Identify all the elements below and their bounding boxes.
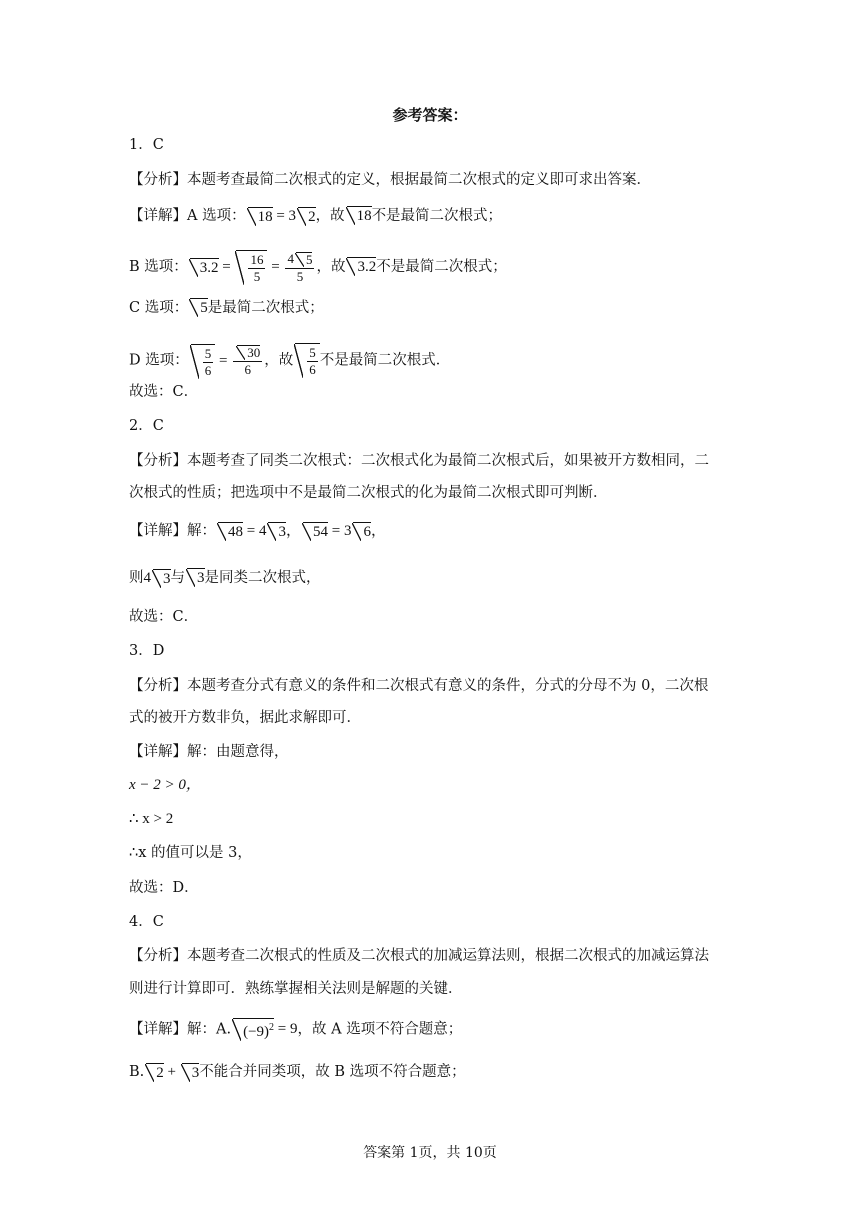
q1-b-mid: ，故 bbox=[316, 258, 346, 275]
q1-b-radical: 3.2 bbox=[345, 257, 376, 277]
q4-analysis-line2: 则进行计算即可．熟练掌握相关法则是解题的关键． bbox=[129, 981, 463, 997]
q4-analysis-line1: 【分析】本题考查二次根式的性质及二次根式的加减运算法则，根据二次根式的加减运算法 bbox=[129, 948, 709, 964]
q4-number: 4．C bbox=[129, 914, 164, 930]
q1-d-radical: $\frac{5}{6}$ bbox=[293, 343, 320, 378]
q1-d-mid: ，故 bbox=[264, 352, 294, 369]
page-title: 参考答案： bbox=[392, 106, 468, 124]
q4-a-end: ，故 A 选项不符合题意； bbox=[297, 1021, 463, 1038]
q3-step3: ∴x 的值可以是 3， bbox=[129, 845, 252, 861]
q1-detail-a bbox=[129, 206, 502, 227]
q1-analysis: 【分析】本题考查最简二次根式的定义，根据最简二次根式的定义即可求出答案． bbox=[129, 172, 651, 188]
q1-c-end: 是最简二次根式； bbox=[207, 300, 324, 316]
q1-detail-c bbox=[129, 298, 324, 318]
q4-detail-a bbox=[129, 1018, 462, 1042]
q4-a-formula: $(-9)^2 = 9$ bbox=[231, 1021, 297, 1037]
q1-b-end: 不是最简二次根式； bbox=[376, 258, 507, 275]
q3-step1: x − 2 > 0， bbox=[129, 777, 201, 793]
q1-b-formula: 3.2 = $\frac{16}{5}$ = $\frac{4 5}{5}$ bbox=[188, 259, 317, 275]
q3-detail: 【详解】解：由题意得， bbox=[129, 744, 289, 760]
q2-term-a: 4 3 bbox=[143, 570, 171, 587]
q2-detail-prefix: 【详解】解： bbox=[129, 523, 216, 539]
q2-analysis-line1: 【分析】本题考查了同类二次根式：二次根式化为最简二次根式后，如果被开方数相同，二 bbox=[129, 453, 709, 469]
q1-detail-b bbox=[129, 250, 507, 285]
page-footer: 答案第 1页，共 10页 bbox=[363, 1145, 497, 1161]
q1-a-suffix: ，故 bbox=[315, 208, 345, 224]
q2-line2-end: 是同类二次根式， bbox=[204, 570, 321, 586]
q4-b-prefix: B. bbox=[129, 1064, 145, 1080]
q3-step2: ∴ x > 2 bbox=[129, 811, 174, 827]
q1-d-end: 不是最简二次根式． bbox=[319, 352, 451, 369]
q2-answer: 故选：C． bbox=[129, 609, 199, 625]
q1-c-prefix: C 选项： bbox=[129, 300, 189, 316]
q2-formula: 48 = 4 3， 54 = 3 6， bbox=[216, 523, 386, 539]
q1-detail-a-prefix: 【详解】A 选项： bbox=[129, 208, 246, 224]
q3-number: 3．D bbox=[129, 643, 165, 659]
q2-term-b: 3 bbox=[185, 568, 205, 588]
q3-answer: 故选：D． bbox=[129, 880, 199, 896]
q4-detail-prefix: 【详解】解：A. bbox=[129, 1021, 232, 1038]
q1-answer: 故选：C． bbox=[129, 384, 199, 400]
q4-b-end: 不能合并同类项，故 B 选项不符合题意； bbox=[199, 1064, 466, 1080]
q1-number: 1．C bbox=[129, 137, 164, 153]
q3-analysis-line2: 式的被开方数非负，据此求解即可． bbox=[129, 710, 361, 726]
q1-c-radical: 5 bbox=[188, 298, 208, 318]
q2-detail bbox=[129, 521, 386, 542]
q1-a-formula: 18 = 3 2 bbox=[246, 208, 316, 224]
q2-line2-prefix: 则 bbox=[129, 570, 144, 586]
q1-a-radical: 18 bbox=[345, 206, 372, 226]
q1-d-formula: $\frac{5}{6}$ = $\frac{30}{6}$ bbox=[189, 353, 264, 369]
q2-number: 2．C bbox=[129, 418, 164, 434]
q1-a-end: 不是最简二次根式； bbox=[371, 208, 503, 224]
q4-detail-b bbox=[129, 1062, 466, 1083]
q2-analysis-line2: 次根式的性质；把选项中不是最简二次根式的化为最简二次根式即可判断． bbox=[129, 485, 608, 501]
q1-detail-d bbox=[129, 343, 450, 379]
q2-line2-mid: 与 bbox=[170, 570, 185, 586]
q1-b-prefix: B 选项： bbox=[129, 258, 188, 275]
q4-b-formula: 2 + 3 bbox=[144, 1064, 199, 1080]
q3-analysis-line1: 【分析】本题考查分式有意义的条件和二次根式有意义的条件，分式的分母不为 0，二次根 bbox=[129, 678, 709, 694]
q1-d-prefix: D 选项： bbox=[129, 352, 189, 369]
q2-conclusion bbox=[129, 568, 321, 589]
